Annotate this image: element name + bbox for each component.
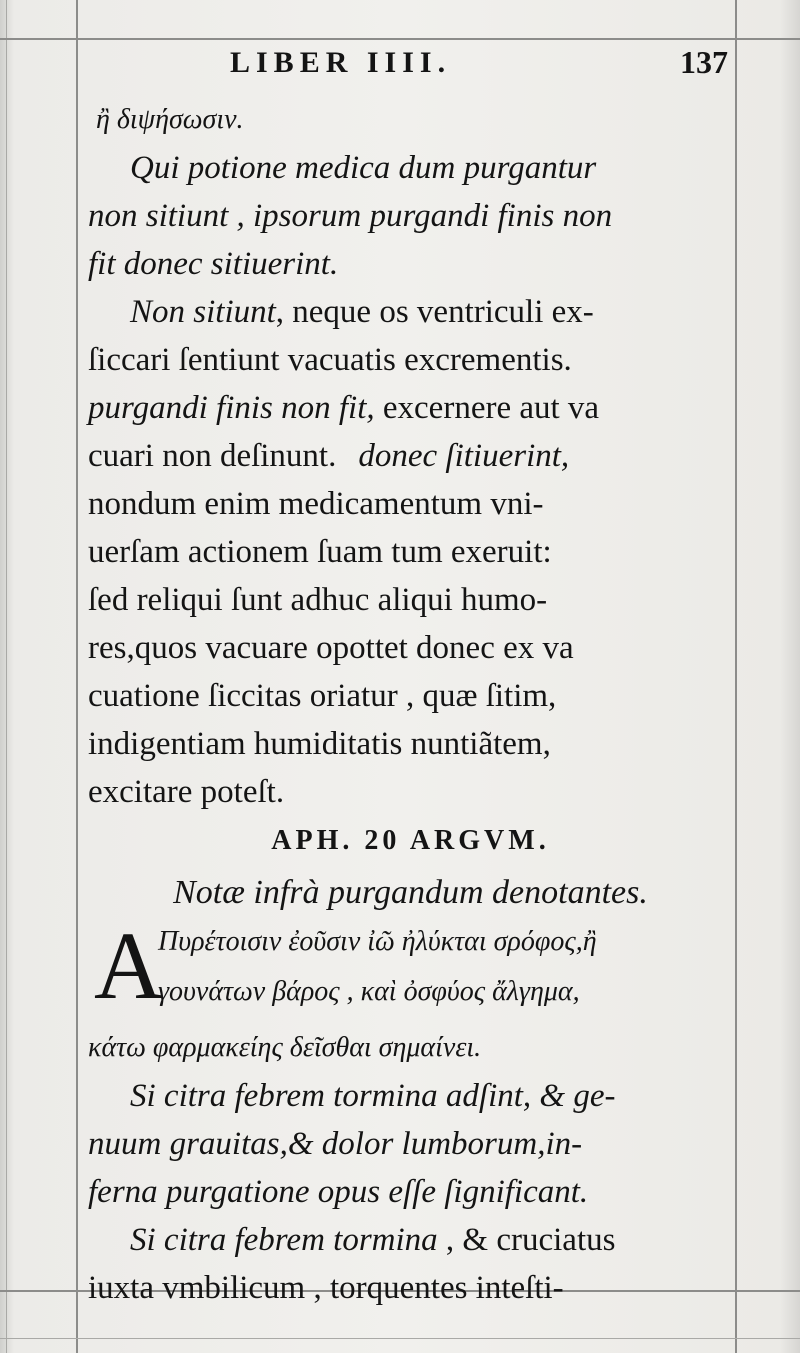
text-line: non sitiunt , ipsorum purgandi finis non xyxy=(88,198,613,234)
greek-line: κάτω φαρμακείης δεῖσθαι σημαίνει. xyxy=(88,1032,482,1063)
page-header xyxy=(90,44,730,88)
page-body xyxy=(88,96,733,1312)
text-line: fit donec sitiuerint. xyxy=(88,246,339,282)
page-number: 137 xyxy=(680,44,728,80)
lemma: Non sitiunt xyxy=(130,294,276,330)
text-line xyxy=(88,432,733,480)
scan-frame-line-left-edge xyxy=(6,0,7,1353)
text-line: indigentiam humiditatis nuntiãtem, xyxy=(88,726,551,762)
text-run: cuari non deſinunt. xyxy=(88,438,337,474)
text-line: excitare poteſt. xyxy=(88,774,285,810)
text-line xyxy=(88,384,733,432)
aphorism-heading: APH. 20 ARGVM. xyxy=(271,825,550,856)
scan-frame-line-top xyxy=(0,38,800,40)
scan-frame-line-bottom-edge xyxy=(0,1338,800,1339)
scan-frame-line-right xyxy=(735,0,737,1353)
latin-line: ferna purgatione opus eſſe ſignificant. xyxy=(88,1174,589,1210)
commentary-line: iuxta vmbilicum , torquentes inteſti- xyxy=(88,1270,564,1306)
text-line: ſed reliqui ſunt adhuc aliqui humo- xyxy=(88,582,548,618)
text-line: ſiccari ſentiunt vacuatis excrementis. xyxy=(88,342,572,378)
text-line: nondum enim medicamentum vni- xyxy=(88,486,544,522)
text-line xyxy=(88,288,733,336)
text-line: Qui potione medica dum purgantur xyxy=(130,150,597,186)
latin-line: Si citra febrem tormina adſint, & ge- xyxy=(130,1078,616,1114)
drop-cap: A xyxy=(94,912,164,1019)
lemma: Si citra febrem tormina xyxy=(130,1222,438,1258)
text-line: ἢ διψήσωσιν. xyxy=(96,104,244,135)
text-run: excernere aut va xyxy=(374,390,600,426)
text-line: cuatione ſiccitas oriatur , quæ ſitim, xyxy=(88,678,557,714)
text-line: uerſam actionem ſuam tum exeruit: xyxy=(88,534,552,570)
lemma: donec ſitiuerint, xyxy=(358,438,570,474)
text-run: , & cruciatus xyxy=(437,1222,616,1258)
text-run: , neque os ventriculi ex- xyxy=(275,294,594,330)
greek-line: Πυρέτοισιν ἐοῦσιν ἰῶ ἠλύκται σρόφος,ἢ xyxy=(158,926,597,957)
running-head: LIBER IIII. xyxy=(230,46,452,79)
commentary-line xyxy=(88,1216,733,1264)
greek-line: γουνάτων βάρος , καὶ ὀσφύος ἄλγημα, xyxy=(158,976,580,1007)
latin-line: nuum grauitas,& dolor lumborum,in- xyxy=(88,1126,583,1162)
scan-frame-line-left xyxy=(76,0,78,1353)
text-line: res,quos vacuare opottet donec ex va xyxy=(88,630,574,666)
lemma: purgandi finis non fit, xyxy=(88,390,375,426)
greek-aphorism xyxy=(88,912,733,1024)
aphorism-subtitle: Notæ infrà purgandum denotantes. xyxy=(173,874,648,911)
